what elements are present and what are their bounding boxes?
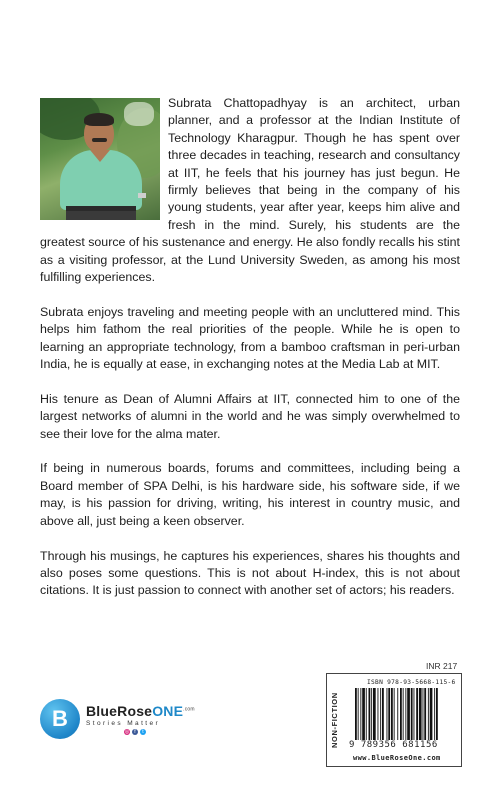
publisher-website: www.BlueRoseOne.com (353, 754, 441, 762)
price-label: INR 217 (426, 661, 458, 671)
publisher-logo-icon: B (40, 699, 80, 739)
facebook-icon: f (132, 729, 138, 735)
barcode-panel (326, 673, 462, 767)
social-icons (124, 729, 195, 735)
publisher-logo (40, 697, 195, 741)
instagram-icon: ◎ (124, 729, 130, 735)
bio-paragraph-2: Subrata enjoys traveling and meeting people with an uncluttered mind. This helps him fathom the real priorities of the people. While he is open to learning an appropriate technology, from a bamboo craftsman in peri-urban India, he is equally at ease, in exchanging notes at the Media Lab at MIT. (40, 304, 460, 372)
bio-paragraph-1: Subrata Chattopadhyay is an architect, urban planner, and a professor at the Indian Institute of Technology Kharagpur. Though he has spent over three decades in teaching, research and consultancy at IIT, he feels that his journey has just begun. He firmly believes that being in the company of his young students, year after year, keeps him alive and fresh in the mind. Surely, his students are the greatest source of his sustenance and energy. He also fondly recalls his stint as a visiting professor, at the Lund University Sweden, as among his most fulfilling experiences. (40, 96, 460, 285)
author-bio (40, 95, 460, 617)
genre-label: NON-FICTION (330, 692, 339, 748)
bio-paragraph-3: His tenure as Dean of Alumni Affairs at IIT, connected him to one of the largest networks of alumni in the world and he was simply overwhelmed to see their love for the alma mater. (40, 391, 460, 441)
twitter-icon: t (140, 729, 146, 735)
bio-paragraph-4: If being in numerous boards, forums and committees, including being a Board member of SPA Delhi, is his hardware side, his software side, if we may, is his passion for driving, writing, his interest in country music, and above all, just being a keen observer. (40, 461, 460, 528)
publisher-name (86, 703, 195, 719)
barcode-image (355, 688, 455, 740)
author-photo (40, 98, 160, 220)
publisher-name-part1: BlueRose (86, 703, 153, 719)
barcode-number: 9 789356 681156 (349, 740, 438, 750)
isbn-text: ISBN 978-93-5668-115-6 (367, 679, 456, 686)
publisher-name-part2: ONE (152, 703, 184, 719)
publisher-name-suffix: .com (183, 706, 195, 713)
bio-paragraph-5: Through his musings, he captures his experiences, shares his thoughts and also poses some questions. This is not about H-index, this is not about citations. It is just passion to connect with another set of actors; his readers. (40, 548, 460, 598)
publisher-tagline: Stories Matter (86, 720, 161, 727)
